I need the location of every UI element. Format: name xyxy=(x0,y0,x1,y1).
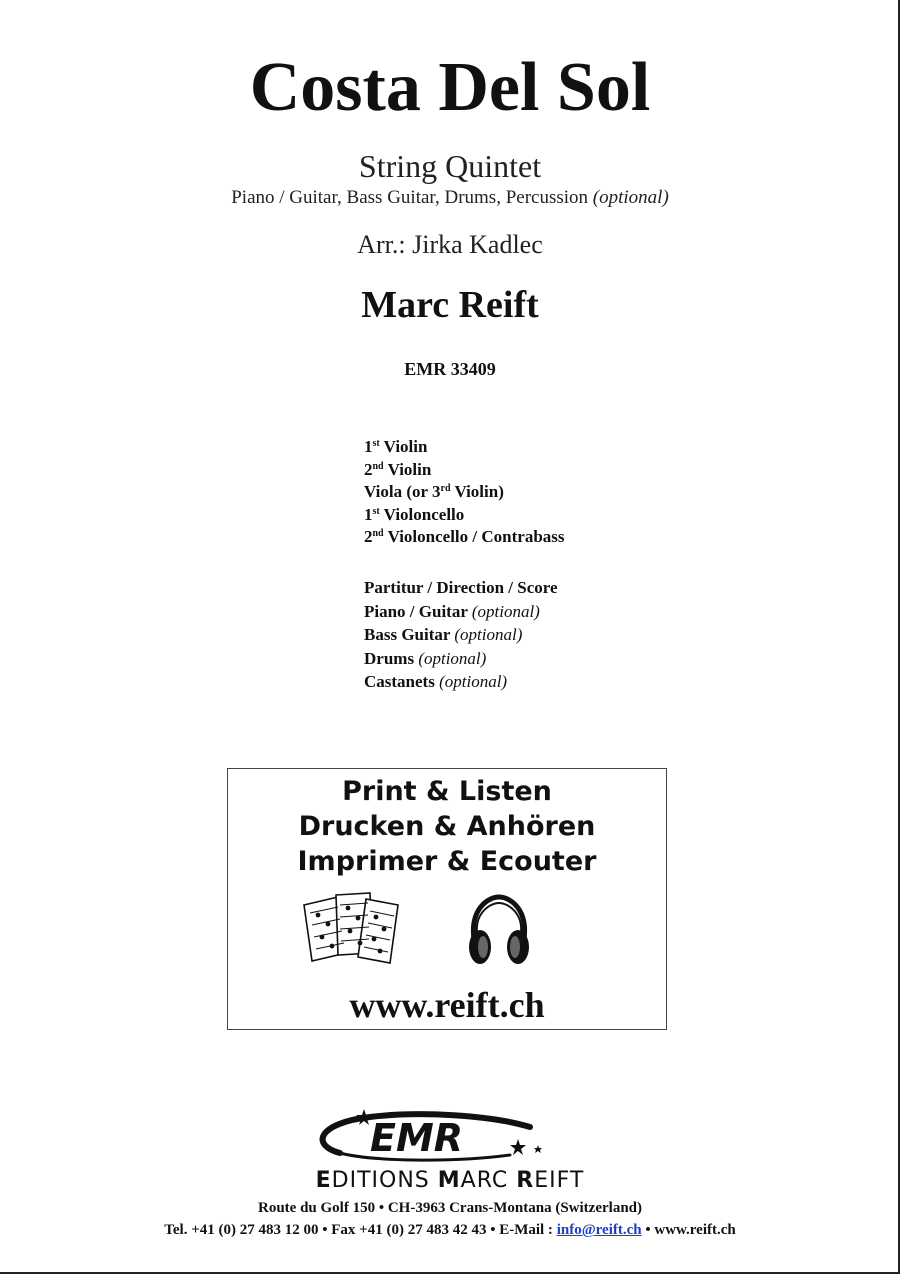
part-item xyxy=(364,647,558,671)
publisher-initial: R xyxy=(516,1168,535,1193)
part-text: Violin) xyxy=(450,482,504,502)
part-text: Violin xyxy=(383,459,432,479)
part-ordinal: st xyxy=(372,438,380,449)
subtitle: String Quintet xyxy=(358,148,542,184)
part-ordinal: nd xyxy=(372,460,384,472)
arranger: Arr.: Jirka Kadlec xyxy=(357,230,543,259)
part-label: Drums xyxy=(364,648,419,668)
publisher-initial: E xyxy=(315,1168,332,1193)
print-listen-box xyxy=(227,768,667,1030)
part-label: Partitur / Direction / Score xyxy=(364,578,558,597)
instrumentation xyxy=(0,186,900,210)
promo-line-english: Print & Listen xyxy=(342,776,552,807)
publisher-initial: M xyxy=(437,1168,461,1193)
string-parts-list xyxy=(364,436,565,549)
part-optional-note: (optional) xyxy=(418,648,487,668)
part-optional-note: (optional) xyxy=(471,601,540,621)
sheet-music-icon xyxy=(300,891,410,971)
publisher-word: ARC xyxy=(460,1168,517,1193)
publisher-word: DITIONS xyxy=(331,1168,438,1193)
part-ordinal: rd xyxy=(440,483,451,495)
instrumentation-main: Piano / Guitar, Bass Guitar, Drums, Percussion xyxy=(231,187,593,208)
email-link[interactable]: info@reift.ch xyxy=(556,1222,642,1238)
publisher-name xyxy=(0,1168,900,1194)
catalog-number: EMR 33409 xyxy=(404,359,496,379)
instrumentation-optional: (optional) xyxy=(592,187,669,208)
part-item xyxy=(364,670,558,694)
extra-parts-list xyxy=(364,576,558,694)
part-text: Violoncello / Contrabass xyxy=(383,527,565,547)
part-ordinal: st xyxy=(372,505,380,517)
part-text: Viola (or 3 xyxy=(364,482,441,502)
composer: Marc Reift xyxy=(361,284,539,326)
part-ordinal: nd xyxy=(372,528,384,540)
part-optional-note: (optional) xyxy=(454,625,523,645)
contact-phone-fax: Tel. +41 (0) 27 483 12 00 • Fax +41 (0) 27 483 42 43 • E-Mail : xyxy=(164,1222,557,1238)
part-text: Violin xyxy=(379,437,428,456)
part-text: 2 xyxy=(364,527,373,547)
emr-logo-text: EMR xyxy=(370,1116,464,1160)
part-item xyxy=(364,459,565,482)
part-item xyxy=(364,576,558,600)
part-item xyxy=(364,600,558,624)
part-text: 2 xyxy=(364,459,373,479)
contact-website: • www.reift.ch xyxy=(641,1222,736,1238)
part-label: Piano / Guitar xyxy=(364,601,472,621)
promo-line-french: Imprimer & Ecouter xyxy=(297,846,597,877)
promo-website-link[interactable]: www.reift.ch xyxy=(349,985,545,1025)
part-item xyxy=(364,526,565,549)
promo-line-german: Drucken & Anhören xyxy=(298,811,596,842)
publisher-contact xyxy=(0,1220,900,1240)
publisher-word: EIFT xyxy=(534,1168,585,1193)
headphones-icon xyxy=(464,893,534,969)
part-item xyxy=(364,436,565,459)
emr-logo xyxy=(300,1105,560,1171)
part-text: 1 xyxy=(364,504,373,524)
part-text: 1 xyxy=(364,437,373,456)
part-text: Violoncello xyxy=(379,504,465,524)
part-item xyxy=(364,481,565,504)
part-item xyxy=(364,504,565,527)
part-optional-note: (optional) xyxy=(439,672,508,692)
part-label: Castanets xyxy=(364,672,440,692)
part-label: Bass Guitar xyxy=(364,625,455,645)
page-title: Costa Del Sol xyxy=(249,49,651,126)
publisher-address: Route du Golf 150 • CH-3963 Crans-Montana (Switzerland) xyxy=(258,1200,642,1216)
part-item xyxy=(364,623,558,647)
